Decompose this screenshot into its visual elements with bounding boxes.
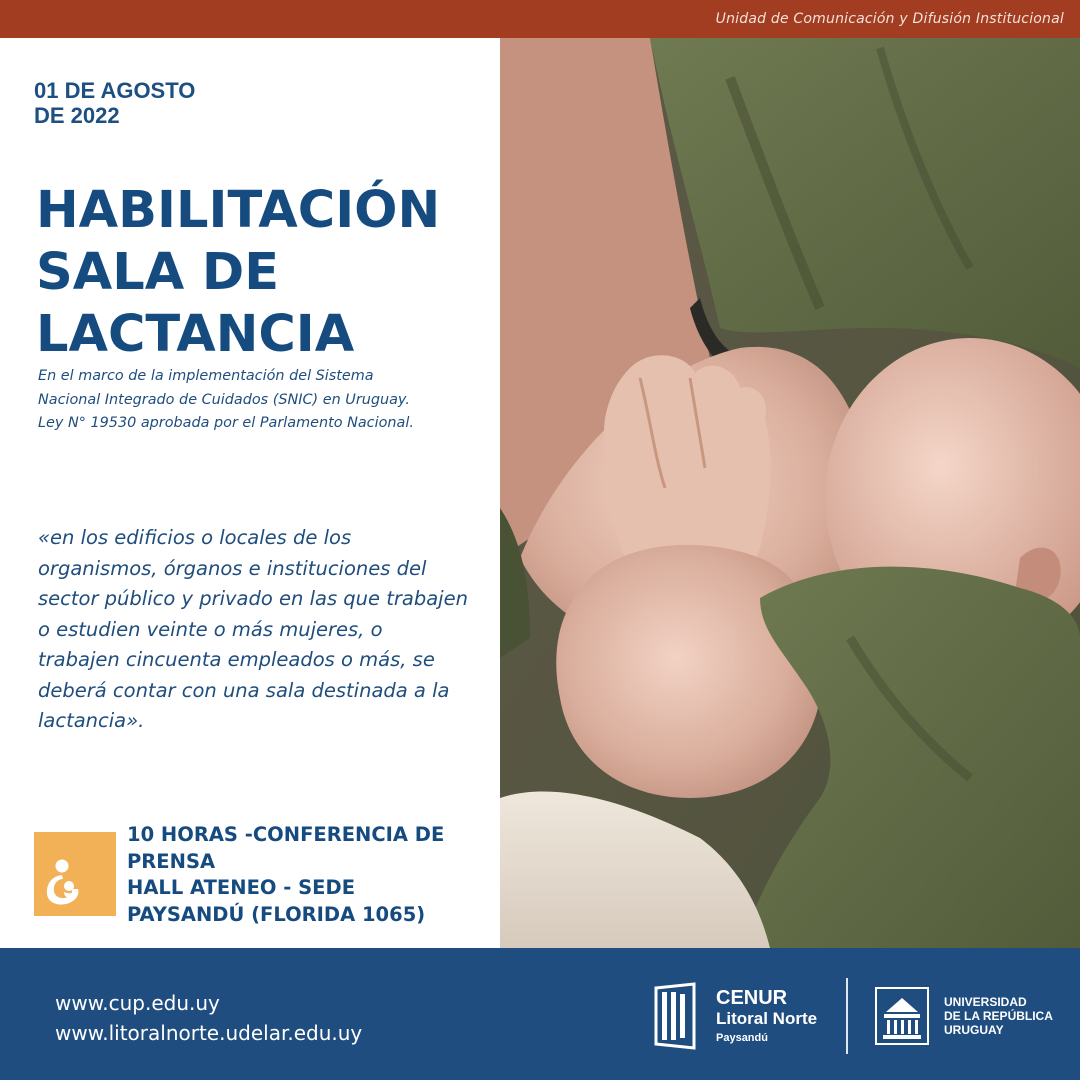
breastfeeding-photo (500, 38, 1080, 948)
event-line-3: HALL ATENEO - SEDE (127, 876, 356, 899)
event-line-1: 10 HORAS -CONFERENCIA DE (127, 823, 445, 846)
event-line-4: PAYSANDÚ (FLORIDA 1065) (127, 902, 426, 926)
footer (0, 948, 1080, 1080)
cenur-line-2: Litoral Norte (716, 1009, 818, 1028)
link-cup[interactable]: www.cup.edu.uy (55, 991, 220, 1015)
title-line-2: SALA DE (36, 243, 280, 302)
event-details (127, 822, 497, 928)
intro-text: En el marco de la implementación del Sistema Nacional Integrado de Cuidados (SNIC) en Uruguay. Ley N° 19530 aprobada por el Parlamento Nacional. (38, 368, 414, 431)
udelar-line-3: URUGUAY (944, 1023, 1004, 1037)
link-litoralnorte[interactable]: www.litoralnorte.udelar.edu.uy (55, 1021, 363, 1045)
page-title (36, 180, 496, 366)
date-line-2: DE 2022 (34, 103, 120, 128)
unit-label: Unidad de Comunicación y Difusión Institucional (715, 11, 1064, 27)
date-line-1: 01 DE AGOSTO (34, 78, 196, 103)
content-panel (0, 38, 500, 948)
event-line-2: PRENSA (127, 849, 216, 873)
footer-links (55, 988, 362, 1048)
cenur-wordmark (716, 988, 817, 1046)
udelar-wordmark (944, 995, 1053, 1037)
cenur-logo-icon (654, 982, 696, 1050)
udelar-line-1: UNIVERSIDAD (944, 995, 1027, 1009)
breastfeeding-icon (34, 832, 116, 916)
udelar-logo-icon (874, 986, 930, 1046)
logo-divider (846, 978, 848, 1054)
cenur-line-1: CENUR (716, 987, 788, 1009)
cenur-line-3: Paysandú (716, 1032, 768, 1044)
law-quote: «en los edificios o locales de los organismos, órganos e instituciones del sector público y privado en las que trabajen o estudien veinte o más mujeres, o trabajen cincuenta empleados o más, se deberá contar con una sala destinada a la lactancia». (38, 526, 468, 732)
title-line-3: LACTANCIA (36, 305, 355, 364)
title-line-1: HABILITACIÓN (36, 181, 441, 240)
top-banner (0, 0, 1080, 38)
event-date (34, 78, 334, 128)
udelar-line-2: DE LA REPÚBLICA (944, 1009, 1053, 1023)
